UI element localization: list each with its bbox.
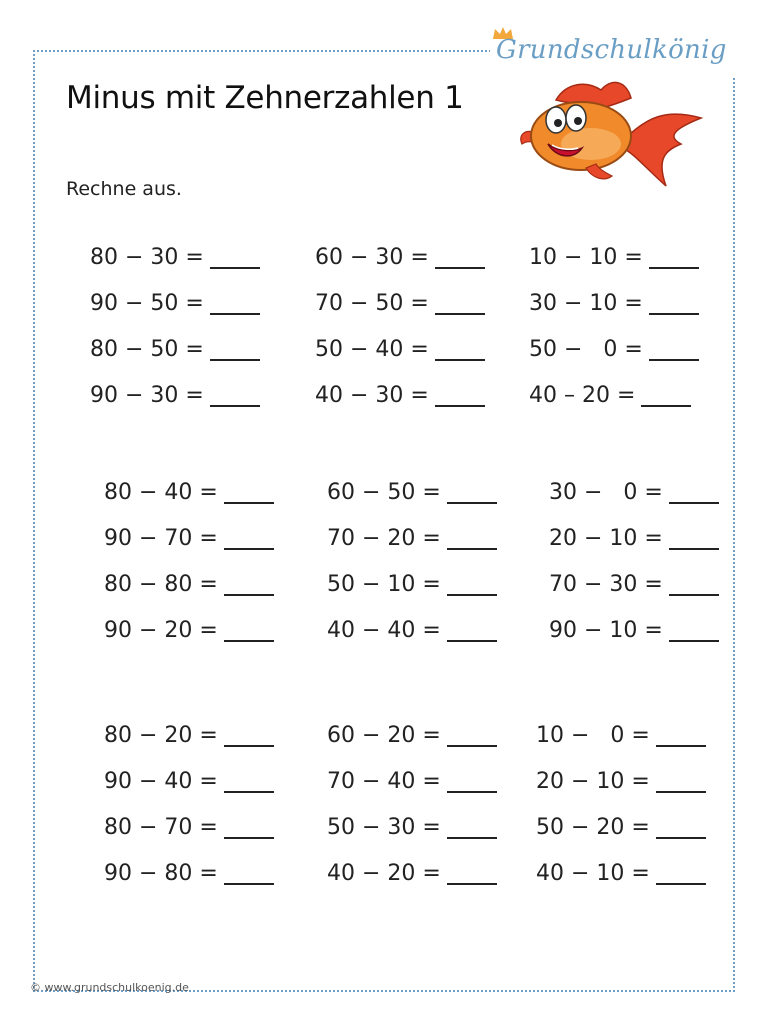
answer-blank[interactable] [210,385,260,407]
instruction-text: Rechne aus. [66,178,182,200]
fish-illustration [516,78,706,190]
answer-blank[interactable] [224,817,274,839]
task-expression: 50 − 30 = [327,815,441,840]
math-task [549,524,719,554]
answer-blank[interactable] [649,339,699,361]
task-expression: 90 − 20 = [104,618,218,643]
answer-blank[interactable] [656,863,706,885]
answer-blank[interactable] [656,725,706,747]
math-task [104,478,274,508]
task-expression: 70 − 30 = [549,572,663,597]
math-task [529,381,691,411]
math-task [536,721,706,751]
task-expression: 80 − 50 = [90,337,204,362]
math-task [104,859,274,889]
math-task [104,524,274,554]
math-task [536,859,706,889]
answer-blank[interactable] [224,725,274,747]
answer-blank[interactable] [669,528,719,550]
math-task [90,243,260,273]
answer-blank[interactable] [224,863,274,885]
task-expression: 80 − 80 = [104,572,218,597]
math-task [549,616,719,646]
answer-blank[interactable] [210,293,260,315]
math-task [315,381,485,411]
task-expression: 60 − 20 = [327,723,441,748]
task-expression: 40 – 20 = [529,383,636,408]
answer-blank[interactable] [224,482,274,504]
math-task [327,813,497,843]
answer-blank[interactable] [641,385,691,407]
answer-blank[interactable] [435,339,485,361]
math-task [327,767,497,797]
answer-blank[interactable] [669,620,719,642]
math-task [327,524,497,554]
answer-blank[interactable] [669,574,719,596]
math-task [529,335,699,365]
math-task [90,381,260,411]
answer-blank[interactable] [210,247,260,269]
task-expression: 90 − 80 = [104,861,218,886]
task-expression: 90 − 40 = [104,769,218,794]
answer-blank[interactable] [210,339,260,361]
math-task [327,478,497,508]
task-expression: 90 − 70 = [104,526,218,551]
math-task [529,243,699,273]
task-expression: 80 − 20 = [104,723,218,748]
task-expression: 70 − 40 = [327,769,441,794]
task-expression: 20 − 10 = [549,526,663,551]
answer-blank[interactable] [649,293,699,315]
answer-blank[interactable] [224,620,274,642]
task-expression: 40 − 20 = [327,861,441,886]
task-expression: 50 − 0 = [529,337,643,362]
answer-blank[interactable] [435,293,485,315]
task-expression: 90 − 30 = [90,383,204,408]
math-task [104,570,274,600]
answer-blank[interactable] [447,725,497,747]
task-expression: 80 − 70 = [104,815,218,840]
task-expression: 60 − 50 = [327,480,441,505]
answer-blank[interactable] [447,863,497,885]
math-task [104,616,274,646]
math-task [529,289,699,319]
math-task [315,289,485,319]
task-expression: 20 − 10 = [536,769,650,794]
answer-blank[interactable] [447,620,497,642]
task-expression: 50 − 20 = [536,815,650,840]
answer-blank[interactable] [447,574,497,596]
math-task [536,813,706,843]
footer-copyright: © www.grundschulkoenig.de [30,981,189,994]
task-expression: 60 − 30 = [315,245,429,270]
task-expression: 70 − 20 = [327,526,441,551]
brand-logo [490,26,750,76]
math-task [327,721,497,751]
math-task [90,289,260,319]
answer-blank[interactable] [656,817,706,839]
page-title: Minus mit Zehnerzahlen 1 [66,80,464,116]
answer-blank[interactable] [649,247,699,269]
answer-blank[interactable] [447,771,497,793]
math-task [104,721,274,751]
math-task [104,767,274,797]
math-task [315,335,485,365]
math-task [315,243,485,273]
task-expression: 10 − 10 = [529,245,643,270]
task-expression: 80 − 30 = [90,245,204,270]
answer-blank[interactable] [224,771,274,793]
task-expression: 90 − 50 = [90,291,204,316]
task-expression: 40 − 40 = [327,618,441,643]
math-task [536,767,706,797]
math-task [90,335,260,365]
answer-blank[interactable] [447,817,497,839]
task-expression: 80 − 40 = [104,480,218,505]
task-expression: 50 − 10 = [327,572,441,597]
answer-blank[interactable] [447,482,497,504]
brand-name: Grundschulkönig [496,35,727,65]
task-expression: 50 − 40 = [315,337,429,362]
math-task [549,570,719,600]
answer-blank[interactable] [435,385,485,407]
math-task [327,859,497,889]
math-task [104,813,274,843]
task-expression: 70 − 50 = [315,291,429,316]
task-expression: 30 − 0 = [549,480,663,505]
math-task [549,478,719,508]
task-expression: 30 − 10 = [529,291,643,316]
answer-blank[interactable] [669,482,719,504]
task-expression: 40 − 10 = [536,861,650,886]
answer-blank[interactable] [435,247,485,269]
task-expression: 10 − 0 = [536,723,650,748]
answer-blank[interactable] [224,528,274,550]
answer-blank[interactable] [656,771,706,793]
task-expression: 40 − 30 = [315,383,429,408]
math-task [327,570,497,600]
answer-blank[interactable] [447,528,497,550]
task-expression: 90 − 10 = [549,618,663,643]
math-task [327,616,497,646]
answer-blank[interactable] [224,574,274,596]
